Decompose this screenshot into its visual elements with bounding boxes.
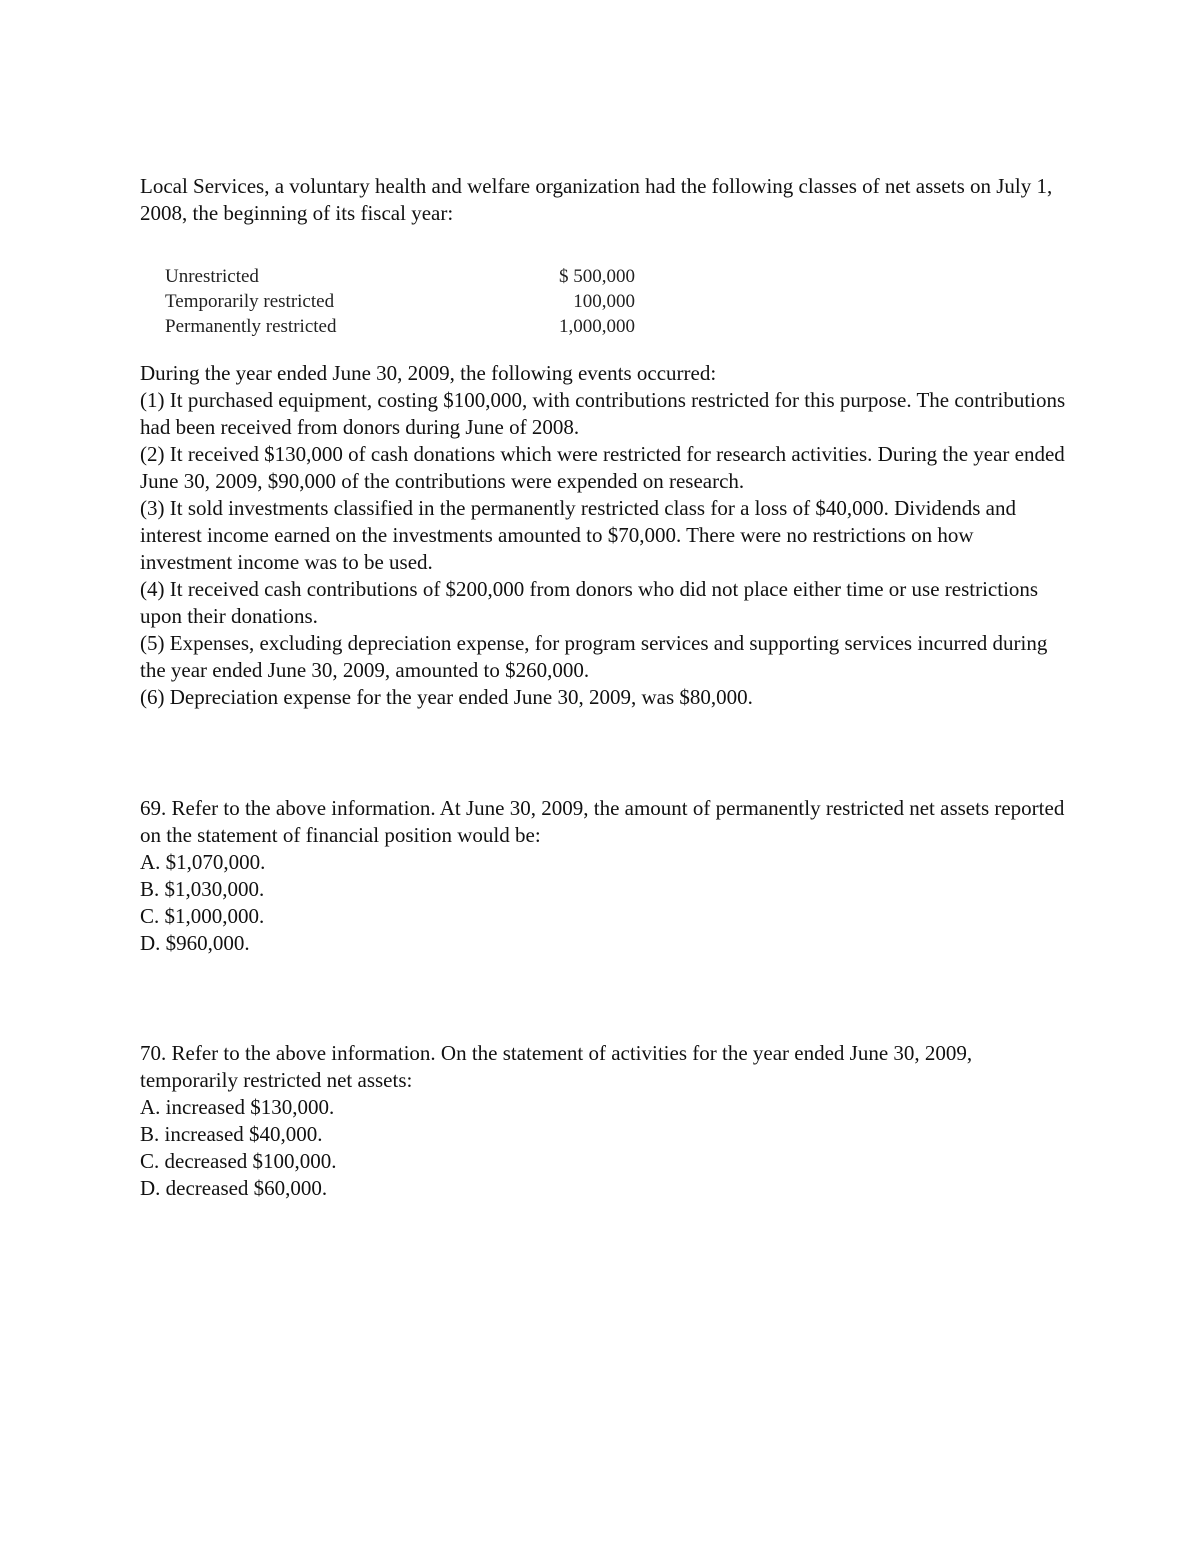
question-text: 70. Refer to the above information. On the statement of activities for the year ended June 30, 2009, temporarily restricted net assets:	[140, 1041, 973, 1092]
answer-option: D. decreased $60,000.	[140, 1176, 328, 1200]
event-item: (3) It sold investments classified in the permanently restricted class for a loss of $40,000. Dividends and interest income earned on the investments amounted to $70,000. There were no restrictions on how investment income was to be used.	[140, 496, 1016, 574]
answer-options	[140, 849, 1070, 957]
table-row	[165, 264, 635, 289]
event-item: (2) It received $130,000 of cash donations which were restricted for research activities. During the year ended June 30, 2009, $90,000 of the contributions were expended on research.	[140, 442, 1065, 493]
question-69	[140, 795, 1070, 957]
answer-option: D. $960,000.	[140, 931, 250, 955]
answer-option: B. increased $40,000.	[140, 1122, 323, 1146]
answer-options	[140, 1094, 1070, 1202]
net-asset-label: Unrestricted	[165, 266, 259, 287]
net-asset-label: Permanently restricted	[165, 316, 337, 337]
net-asset-amount: $ 500,000	[559, 266, 635, 287]
event-item: (5) Expenses, excluding depreciation expense, for program services and supporting services incurred during the year ended June 30, 2009, amounted to $260,000.	[140, 631, 1048, 682]
table-row	[165, 314, 635, 339]
question-text: 69. Refer to the above information. At June 30, 2009, the amount of permanently restricted net assets reported on the statement of financial position would be:	[140, 796, 1065, 847]
event-item: (6) Depreciation expense for the year ended June 30, 2009, was $80,000.	[140, 685, 753, 709]
event-item: (4) It received cash contributions of $200,000 from donors who did not place either time or use restrictions upon their donations.	[140, 577, 1039, 628]
question-70	[140, 1040, 1070, 1202]
answer-option: A. increased $130,000.	[140, 1095, 335, 1119]
events-section	[140, 360, 1070, 711]
event-item: (1) It purchased equipment, costing $100,000, with contributions restricted for this purpose. The contributions had been received from donors during June of 2008.	[140, 388, 1066, 439]
answer-option: B. $1,030,000.	[140, 877, 265, 901]
answer-option: C. $1,000,000.	[140, 904, 265, 928]
net-assets-table	[165, 264, 635, 339]
answer-option: C. decreased $100,000.	[140, 1149, 337, 1173]
intro-paragraph: Local Services, a voluntary health and welfare organization had the following classes of net assets on July 1, 2008, the beginning of its fiscal year:	[140, 174, 1053, 225]
events-heading: During the year ended June 30, 2009, the following events occurred:	[140, 361, 717, 385]
answer-option: A. $1,070,000.	[140, 850, 266, 874]
net-asset-amount: 1,000,000	[559, 316, 635, 337]
net-asset-amount: 100,000	[573, 291, 635, 312]
table-row	[165, 289, 635, 314]
net-asset-label: Temporarily restricted	[165, 291, 335, 312]
